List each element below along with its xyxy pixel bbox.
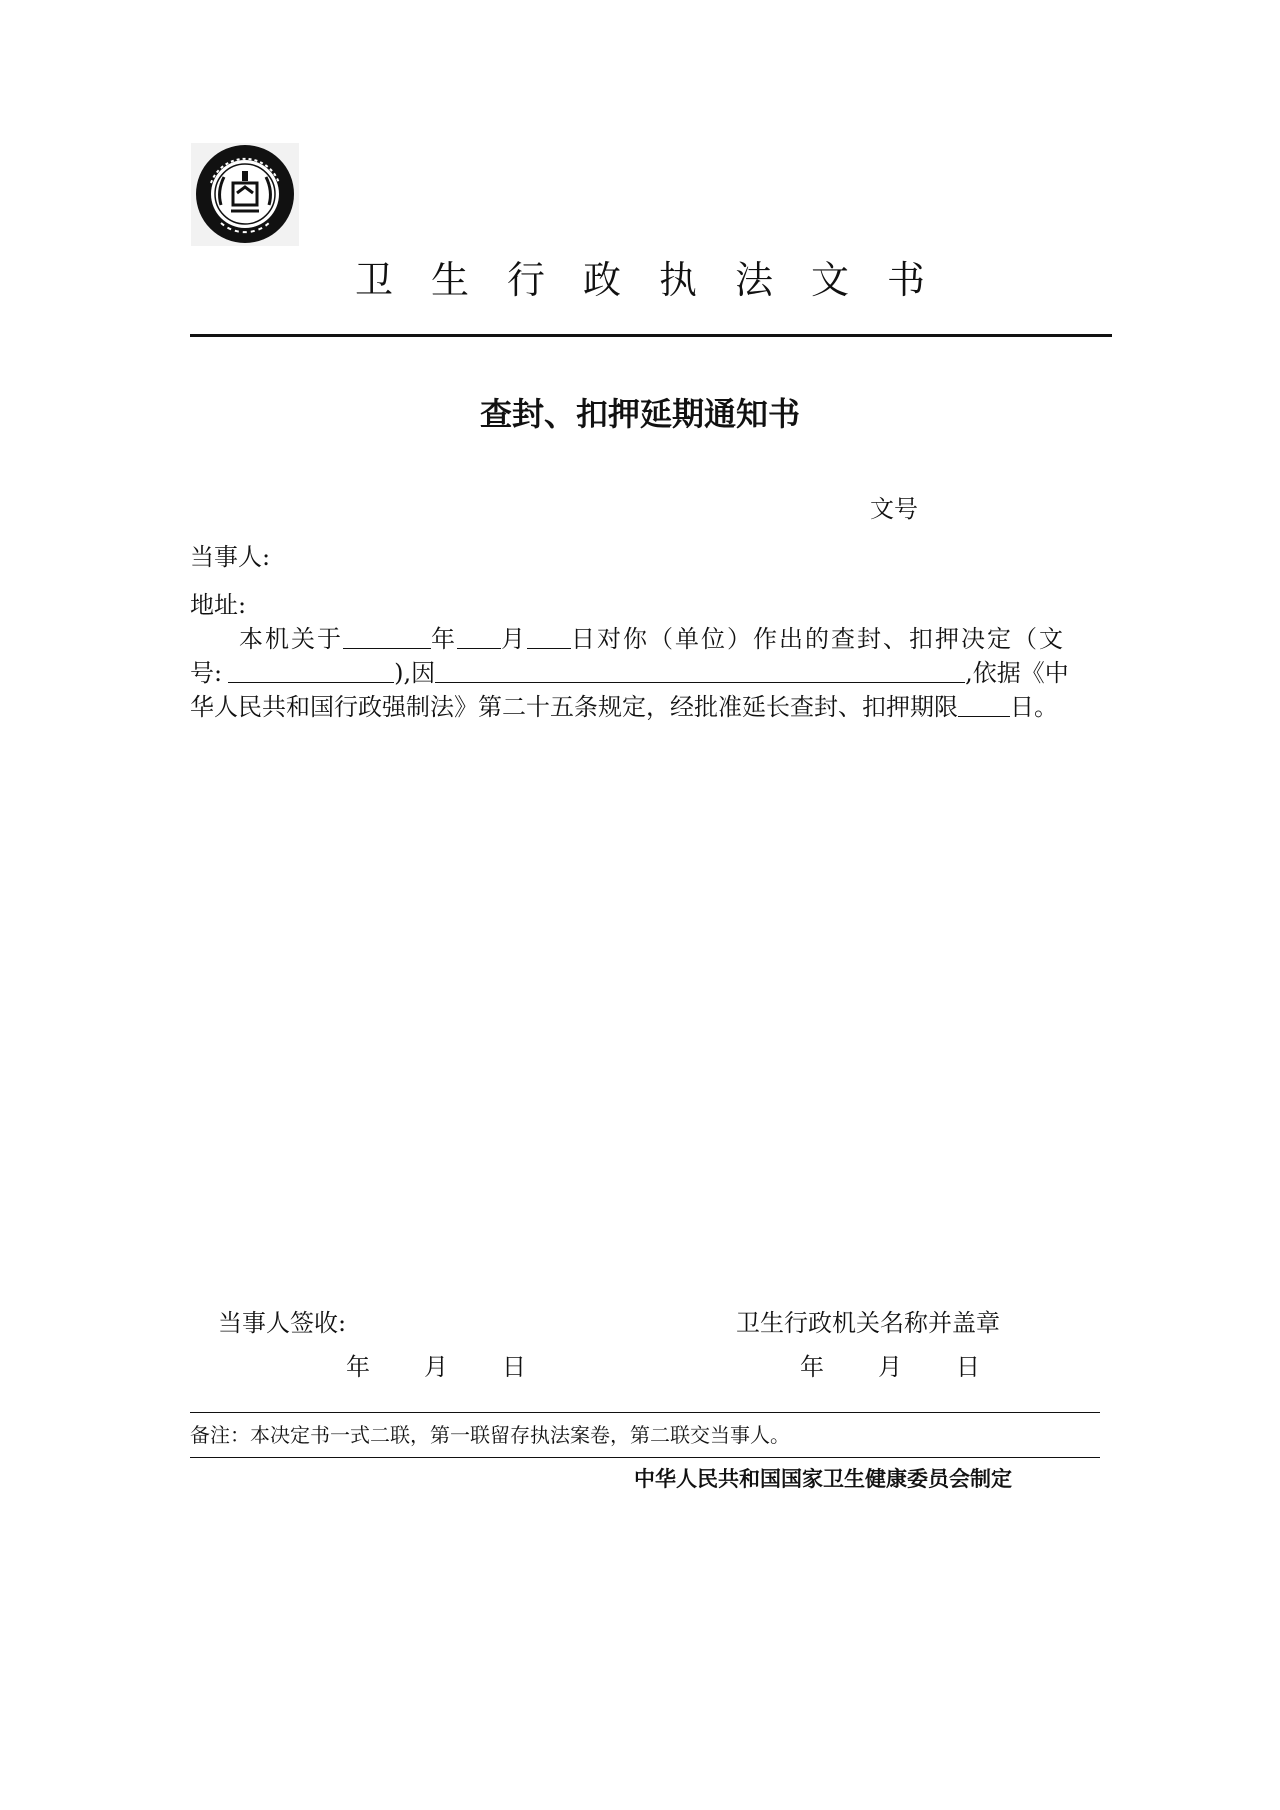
body-text: 日。 — [1010, 693, 1058, 721]
body-text: 华人民共和国行政强制法》第二十五条规定，经批准延长查封、扣押期限 — [190, 693, 958, 721]
date-month: 月 — [878, 1353, 902, 1381]
body-text: 月 — [501, 625, 527, 653]
party-sign-label: 当事人签收: — [218, 1309, 347, 1337]
footer-divider-top — [190, 1412, 1100, 1413]
body-text: 日对你（单位）作出的查封、扣押决定（文 — [571, 625, 1065, 653]
date-year: 年 — [346, 1353, 370, 1381]
header-divider — [190, 334, 1112, 337]
body-line-1 — [239, 622, 1065, 656]
remark-note: 备注：本决定书一式二联，第一联留存执法案卷，第二联交当事人。 — [190, 1423, 790, 1447]
footer-divider-bottom — [190, 1457, 1100, 1458]
date-day: 日 — [502, 1353, 526, 1381]
date-month: 月 — [424, 1353, 448, 1381]
issuer-text: 中华人民共和国国家卫生健康委员会制定 — [634, 1467, 1012, 1491]
reason-blank[interactable] — [435, 658, 965, 683]
extension-days-blank[interactable] — [958, 692, 1010, 717]
body-text: 年 — [431, 625, 457, 653]
decision-number-blank[interactable] — [228, 658, 394, 683]
body-line-2 — [190, 656, 1069, 690]
inspection-emblem-logo — [191, 143, 299, 246]
agency-seal-label: 卫生行政机关名称并盖章 — [736, 1309, 1000, 1337]
year-blank[interactable] — [343, 624, 431, 649]
address-label: 地址: — [190, 591, 247, 619]
day-blank[interactable] — [527, 624, 571, 649]
month-blank[interactable] — [457, 624, 501, 649]
document-number-label: 文号 — [870, 495, 918, 523]
body-text: ),因 — [394, 659, 436, 687]
date-day: 日 — [956, 1353, 980, 1381]
body-text: ,依据《中 — [965, 659, 1069, 687]
document-title: 查封、扣押延期通知书 — [479, 395, 800, 433]
body-text: 本机关于 — [239, 625, 343, 653]
party-label: 当事人: — [190, 543, 271, 571]
header-title: 卫生行政执法文书 — [354, 258, 963, 302]
body-line-3 — [190, 690, 1058, 724]
date-year: 年 — [800, 1353, 824, 1381]
body-text: 号: — [190, 659, 223, 687]
